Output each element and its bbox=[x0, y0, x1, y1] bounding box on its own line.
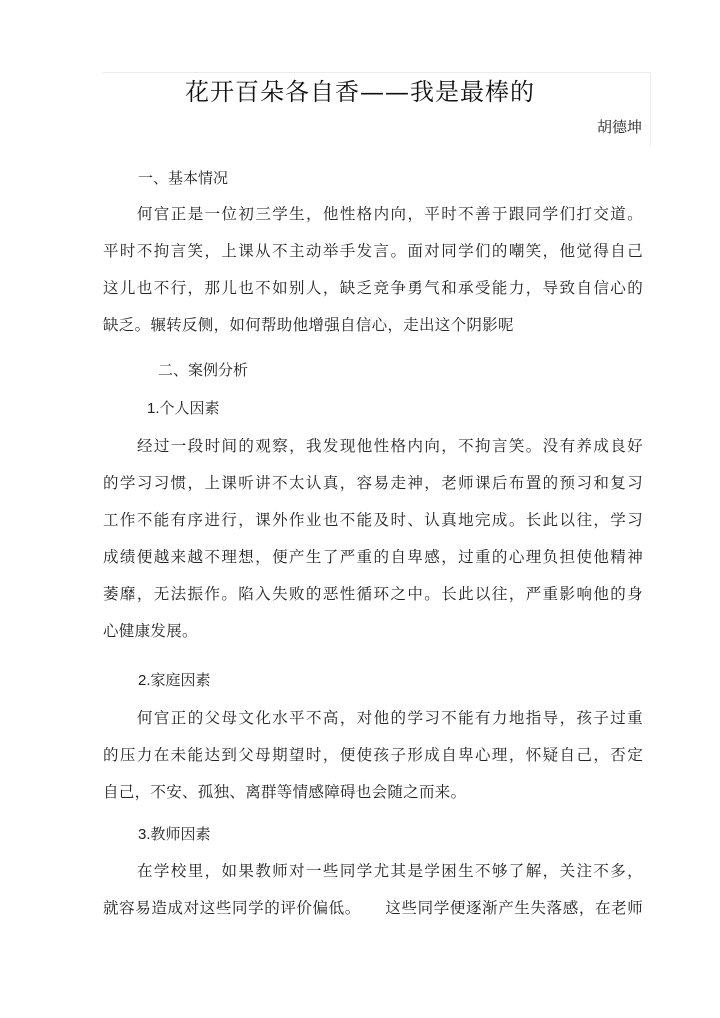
paragraph-line: 在学校里，如果教师对一些同学尤其是学困生不够了解，关注不多， bbox=[137, 862, 643, 880]
paragraph-line: 心健康发展。 bbox=[103, 622, 198, 640]
paragraph-line: 平时不拘言笑，上课从不主动举手发言。面对同学们的嘲笑，他觉得自己 bbox=[103, 242, 643, 260]
paragraph-line: 的学习习惯，上课听讲不太认真，容易走神，老师课后布置的预习和复习 bbox=[103, 474, 643, 492]
paragraph-line: 经过一段时间的观察，我发现他性格内向，不拘言笑。没有养成良好 bbox=[137, 437, 643, 455]
section-2-heading: 二、案例分析 bbox=[158, 361, 249, 379]
subsection-1-paragraph bbox=[103, 428, 643, 650]
subsection-2-number: 2. bbox=[138, 672, 151, 689]
paragraph-line: 何官正的父母文化水平不高，对他的学习不能有力地指导，孩子过重 bbox=[137, 709, 643, 727]
paragraph-line: 缺乏。辗转反侧，如何帮助他增强自信心，走出这个阴影呢 bbox=[103, 316, 514, 334]
section-1-paragraph bbox=[103, 196, 643, 344]
paragraph-line: 这儿也不行，那儿也不如别人，缺乏竞争勇气和承受能力，导致自信心的 bbox=[103, 279, 643, 297]
paragraph-line: 的压力在未能达到父母期望时，便使孩子形成自卑心理，怀疑自己，否定 bbox=[103, 746, 643, 764]
subsection-1-heading bbox=[147, 397, 220, 420]
subsection-3-paragraph bbox=[103, 853, 643, 927]
subsection-1-number: 1. bbox=[147, 400, 160, 417]
author-name: 胡德坤 bbox=[596, 118, 642, 136]
paragraph-line: 何官正是一位初三学生，他性格内向，平时不善于跟同学们打交道。 bbox=[137, 205, 643, 223]
header-rule bbox=[103, 72, 651, 73]
subsection-2-heading bbox=[138, 669, 211, 692]
paragraph-line: 成绩便越来越不理想，便产生了严重的自卑感，过重的心理负担使他精神 bbox=[103, 548, 643, 566]
subsection-3-heading bbox=[138, 823, 211, 846]
section-1-heading: 一、基本情况 bbox=[138, 169, 229, 187]
paragraph-line: 就容易造成对这些同学的评价偏低。 这些同学便逐渐产生失落感，在老师 bbox=[103, 899, 643, 917]
subsection-3-number: 3. bbox=[138, 826, 151, 843]
subsection-2-title: 家庭因素 bbox=[150, 671, 211, 689]
subsection-3-title: 教师因素 bbox=[150, 825, 211, 843]
document-title: 花开百朵各自香——我是最棒的 bbox=[185, 78, 535, 106]
header-side-rule bbox=[650, 72, 651, 146]
subsection-2-paragraph bbox=[103, 700, 643, 811]
paragraph-line: 自己，不安、孤独、离群等情感障碍也会随之而来。 bbox=[103, 783, 467, 801]
subsection-1-title: 个人因素 bbox=[159, 399, 220, 417]
paragraph-line: 萎靡，无法振作。陷入失败的恶性循环之中。长此以往，严重影响他的身 bbox=[103, 585, 643, 603]
paragraph-line: 工作不能有序进行，课外作业也不能及时、认真地完成。长此以往，学习 bbox=[103, 511, 643, 529]
